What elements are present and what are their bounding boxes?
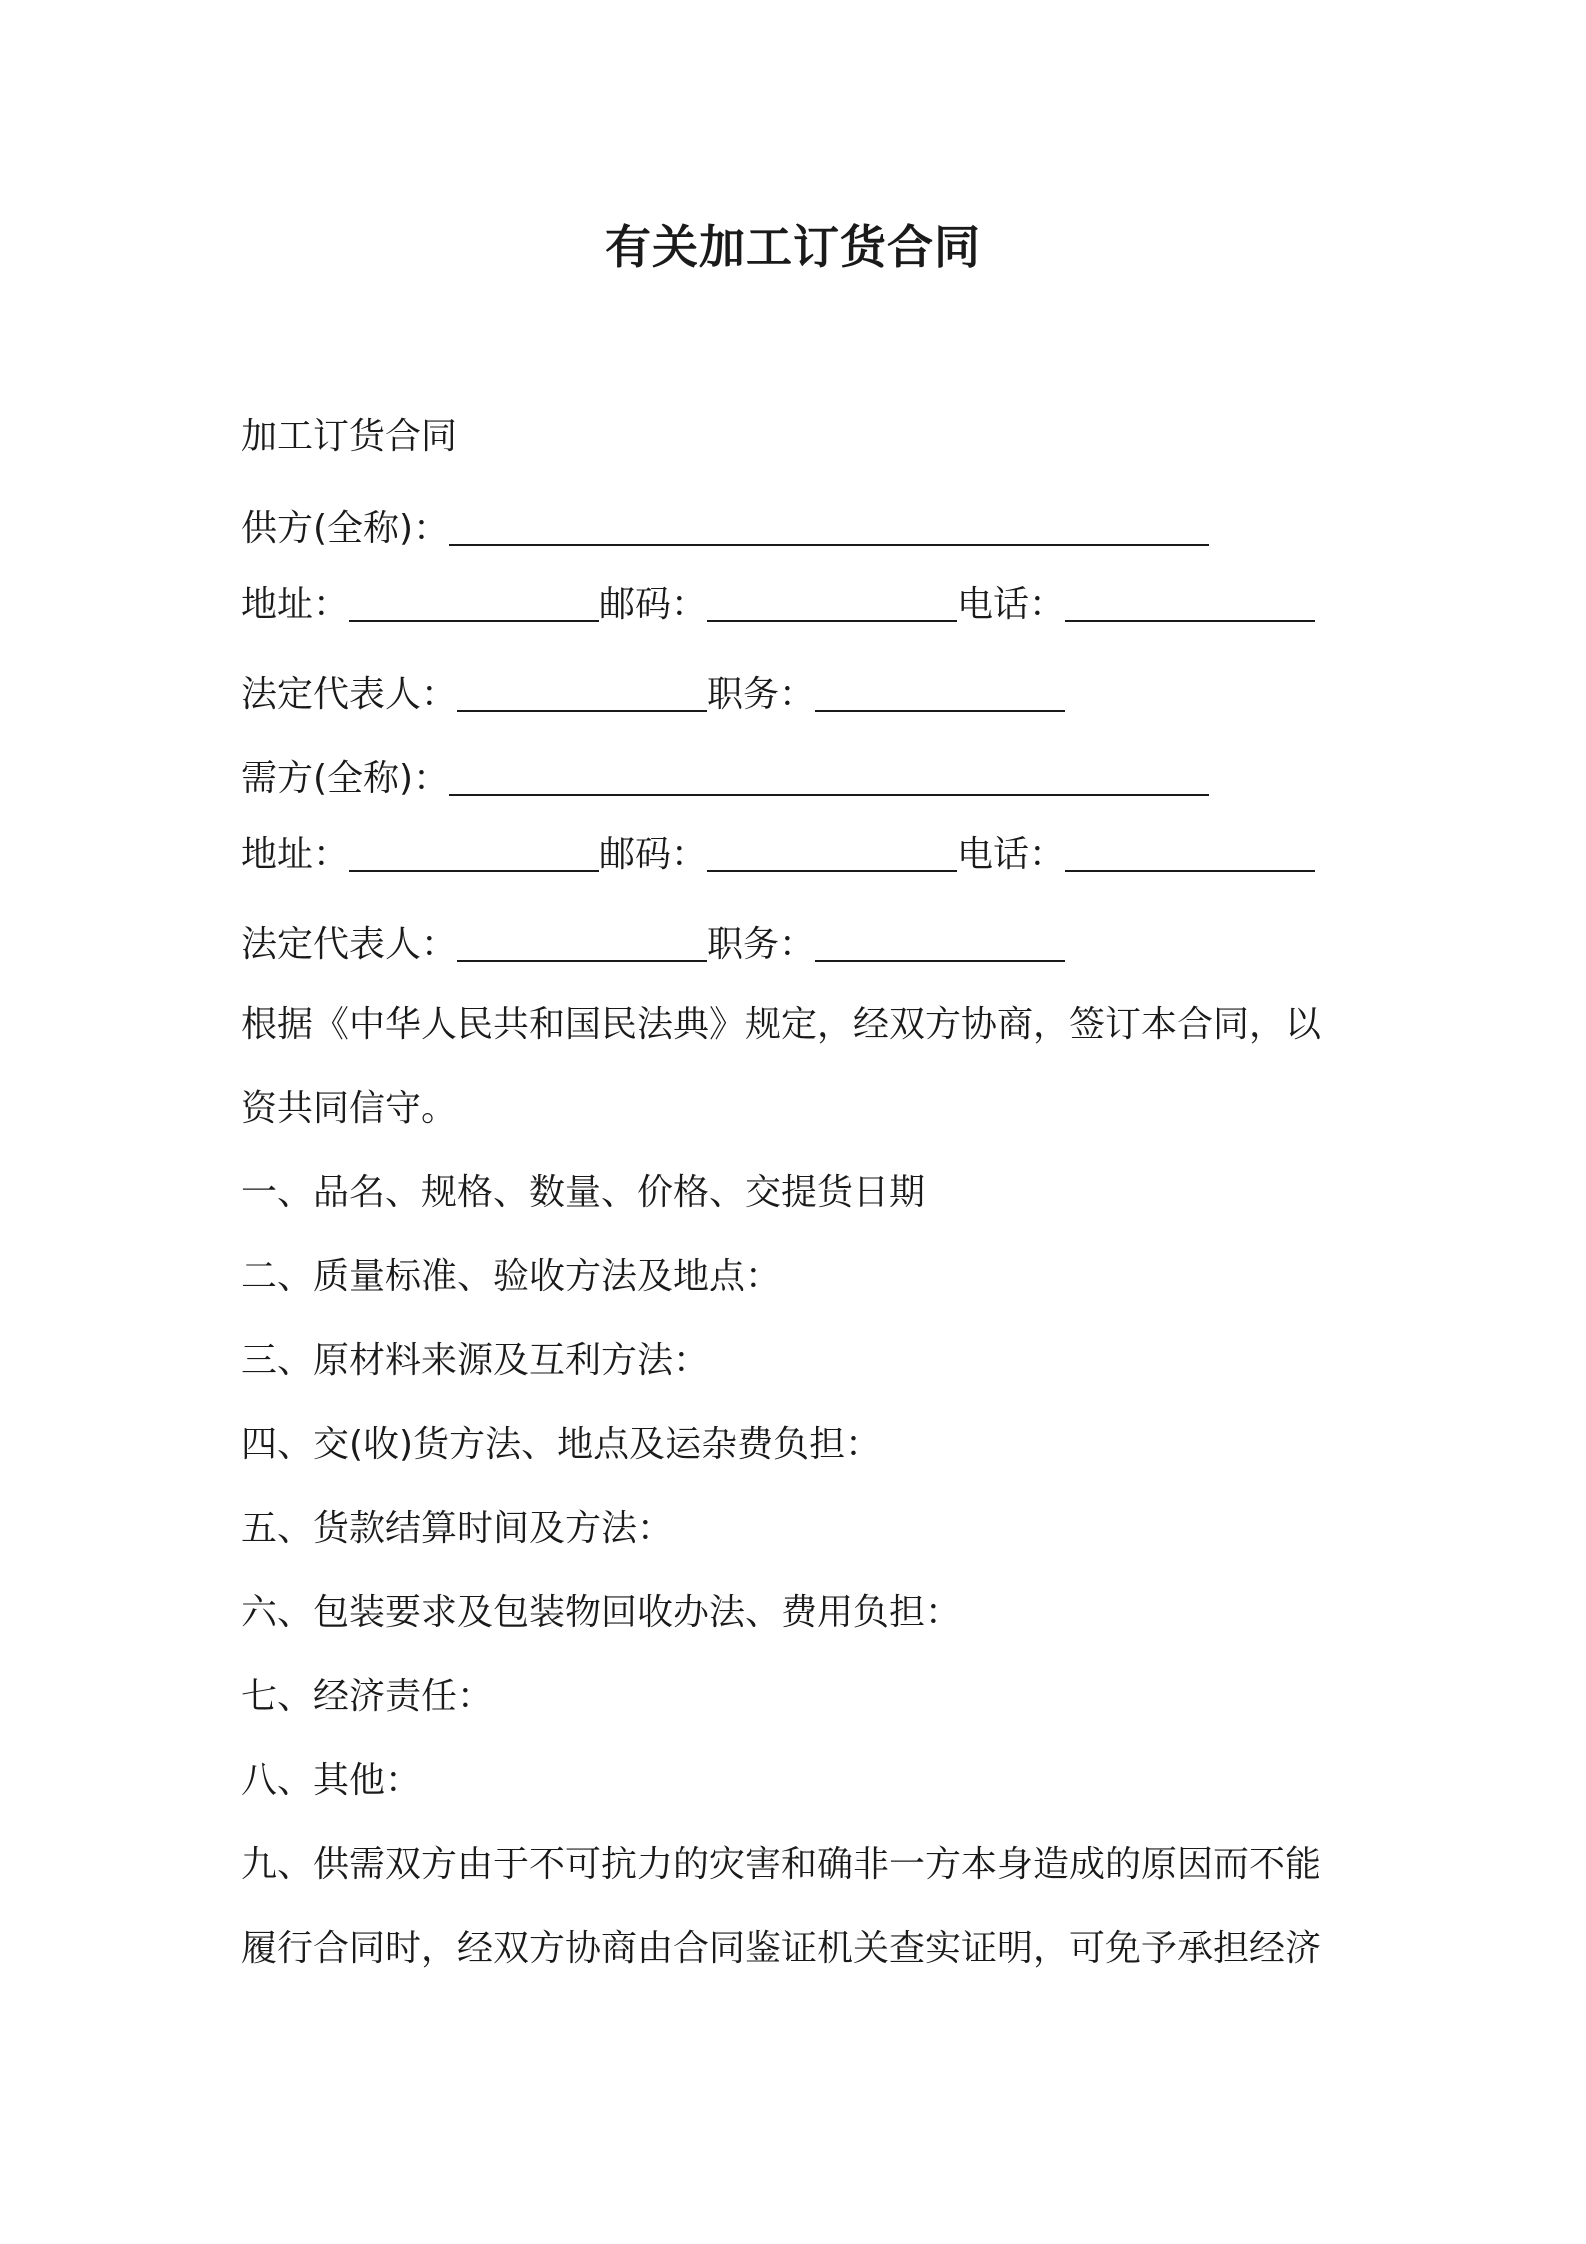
clause-item: 六、包装要求及包装物回收办法、费用负担： bbox=[241, 1592, 962, 1633]
clause-item: 八、其他： bbox=[241, 1760, 422, 1801]
document-title: 有关加工订货合同 bbox=[605, 220, 981, 274]
clause-item: 七、经济责任： bbox=[241, 1676, 494, 1717]
supplier-address-blank bbox=[349, 582, 599, 622]
preamble-line: 资共同信守。 bbox=[241, 1088, 458, 1129]
supplier-rep-row bbox=[241, 668, 1361, 722]
buyer-position-blank bbox=[815, 922, 1065, 962]
supplier-postcode-blank bbox=[707, 582, 957, 622]
clause-item: 三、原材料来源及互利方法： bbox=[241, 1340, 710, 1381]
buyer-address-blank bbox=[349, 832, 599, 872]
buyer-name-row bbox=[241, 752, 1361, 806]
contract-heading: 加工订货合同 bbox=[241, 416, 458, 457]
buyer-contact-row bbox=[241, 828, 1361, 882]
buyer-postcode-blank bbox=[707, 832, 957, 872]
supplier-name-blank bbox=[449, 506, 1209, 546]
supplier-name-label: 供方(全称)： bbox=[241, 508, 450, 549]
supplier-contact-row bbox=[241, 578, 1361, 632]
buyer-address-label: 地址： bbox=[241, 834, 350, 875]
buyer-rep-label: 法定代表人： bbox=[241, 924, 458, 965]
clause-item: 四、交(收)货方法、地点及运杂费负担： bbox=[241, 1424, 882, 1465]
supplier-position-label: 职务： bbox=[707, 674, 816, 715]
buyer-name-label: 需方(全称)： bbox=[241, 758, 450, 799]
supplier-phone-blank bbox=[1065, 582, 1315, 622]
supplier-rep-label: 法定代表人： bbox=[241, 674, 458, 715]
clause-nine-line: 九、供需双方由于不可抗力的灾害和确非一方本身造成的原因而不能 bbox=[241, 1844, 1322, 1885]
supplier-rep-blank bbox=[457, 672, 707, 712]
buyer-postcode-label: 邮码： bbox=[599, 834, 708, 875]
buyer-position-label: 职务： bbox=[707, 924, 816, 965]
clause-item: 一、品名、规格、数量、价格、交提货日期 bbox=[241, 1172, 926, 1213]
buyer-phone-label: 电话： bbox=[957, 834, 1066, 875]
buyer-rep-row bbox=[241, 918, 1361, 972]
supplier-name-row bbox=[241, 502, 1361, 556]
clause-item: 五、货款结算时间及方法： bbox=[241, 1508, 674, 1549]
supplier-position-blank bbox=[815, 672, 1065, 712]
clause-item: 二、质量标准、验收方法及地点： bbox=[241, 1256, 782, 1297]
buyer-rep-blank bbox=[457, 922, 707, 962]
supplier-postcode-label: 邮码： bbox=[599, 584, 708, 625]
preamble-line: 根据《中华人民共和国民法典》规定，经双方协商，签订本合同，以 bbox=[241, 1004, 1322, 1045]
buyer-phone-blank bbox=[1065, 832, 1315, 872]
clause-nine-line: 履行合同时，经双方协商由合同鉴证机关查实证明，可免予承担经济 bbox=[241, 1928, 1322, 1969]
buyer-name-blank bbox=[449, 756, 1209, 796]
supplier-address-label: 地址： bbox=[241, 584, 350, 625]
supplier-phone-label: 电话： bbox=[957, 584, 1066, 625]
